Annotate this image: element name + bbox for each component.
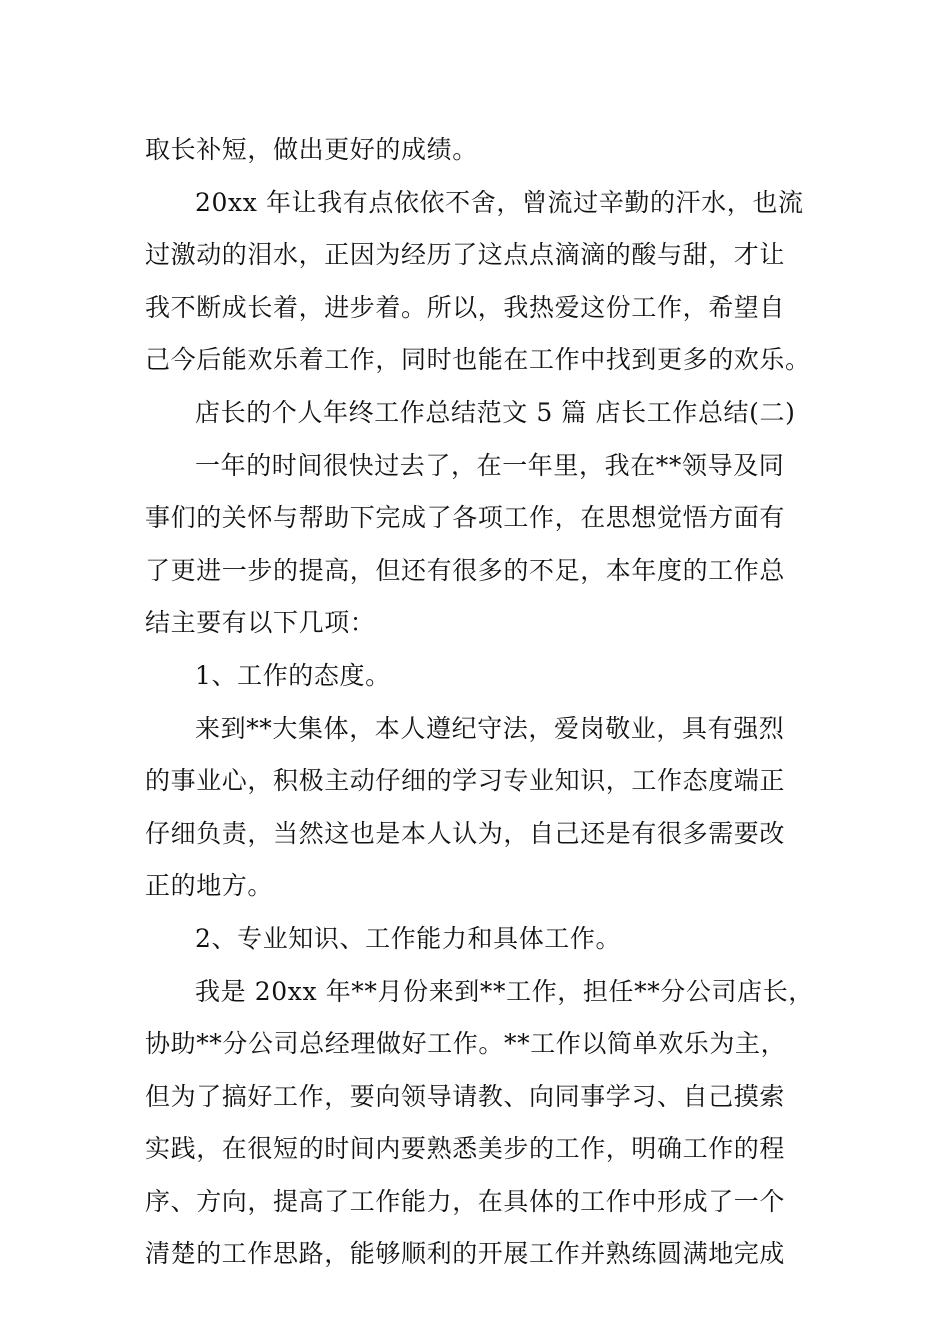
text-line: 过激动的泪水，正因为经历了这点点滴滴的酸与甜，才让 [145,240,786,270]
text-line: 清楚的工作思路，能够顺利的开展工作并熟练圆满地完成 [145,1239,786,1269]
text-line: 协助**分公司总经理做好工作。**工作以简单欢乐为主， [145,1029,787,1059]
text-line: 20xx 年让我有点依依不舍，曾流过辛勤的汗水，也流 [195,187,804,217]
text-line: 己今后能欢乐着工作，同时也能在工作中找到更多的欢乐。 [145,345,811,375]
list-heading: 2、专业知识、工作能力和具体工作。 [195,923,622,953]
text-line: 正的地方。 [145,871,274,901]
text-line: 来到**大集体，本人遵纪守法，爱岗敬业，具有强烈 [195,713,785,743]
list-heading: 1、工作的态度。 [195,660,391,690]
text-line: 但为了搞好工作，要向领导请教、向同事学习、自己摸索 [145,1081,786,1111]
text-line: 序、方向，提高了工作能力，在具体的工作中形成了一个 [145,1186,786,1216]
text-line: 我不断成长着，进步着。所以，我热爱这份工作，希望自 [145,292,786,322]
text-line: 实践，在很短的时间内要熟悉美步的工作，明确工作的程 [145,1134,786,1164]
text-line: 取长补短，做出更好的成绩。 [145,135,478,164]
text-line: 事们的关怀与帮助下完成了各项工作，在思想觉悟方面有 [145,503,786,533]
text-line: 了更进一步的提高，但还有很多的不足，本年度的工作总 [145,555,786,585]
document-body [145,124,814,1281]
text-line: 一年的时间很快过去了，在一年里，我在**领导及同 [195,450,785,480]
text-line: 仔细负责，当然这也是本人认为，自己还是有很多需要改 [145,818,786,848]
text-line: 结主要有以下几项： [145,608,376,638]
text-line: 的事业心，积极主动仔细的学习专业知识，工作态度端正 [145,766,786,796]
section-heading: 店长的个人年终工作总结范文 5 篇 店长工作总结(二) [195,397,796,427]
text-line: 我是 20xx 年**月份来到**工作，担任**分公司店长， [195,976,814,1006]
